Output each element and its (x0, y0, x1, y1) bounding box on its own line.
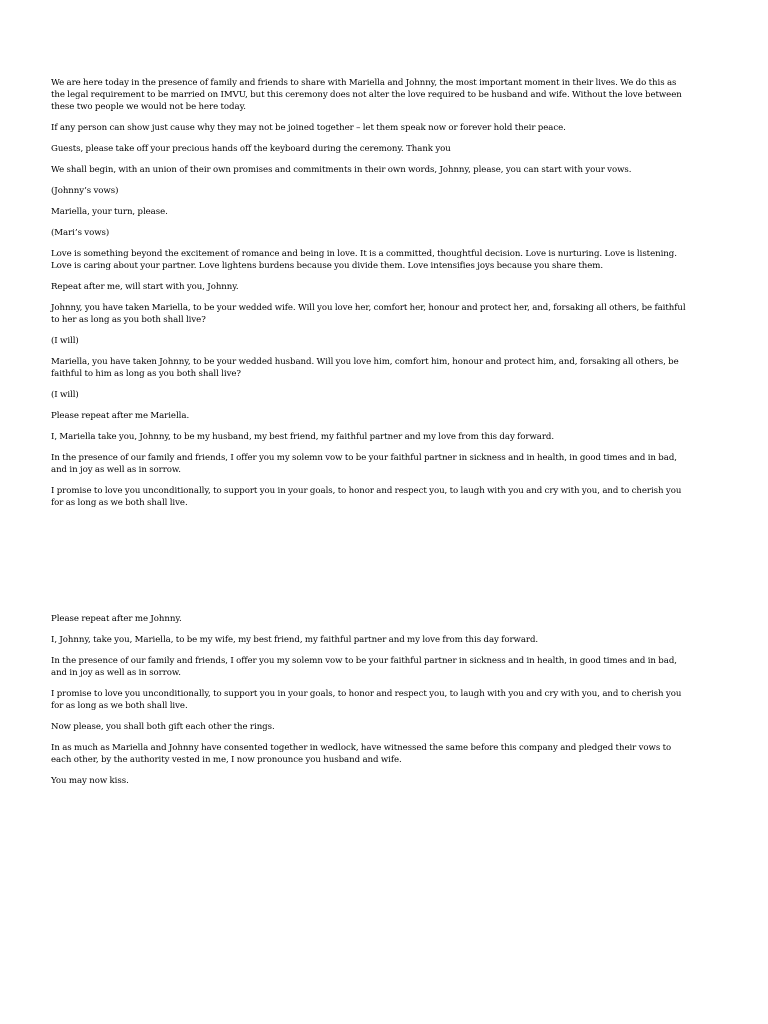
paragraph: Guests, please take off your precious hands off the keyboard during the ceremony. Thank you (51, 144, 451, 154)
paragraph: (Mari’s vows) (51, 228, 110, 238)
paragraph: We shall begin, with an union of their own promises and commitments in their own words, Johnny, please, you can start with your vows. (51, 165, 632, 175)
paragraph: Repeat after me, will start with you, Johnny. (51, 282, 239, 292)
paragraph: Mariella, your turn, please. (51, 207, 168, 217)
paragraph: Johnny, you have taken Mariella, to be your wedded wife. Will you love her, comfort her, honour and protect her, and, forsaking all others, be faithful to her as long as you both shall live? (51, 303, 686, 325)
paragraph: You may now kiss. (51, 776, 129, 786)
paragraph: In as much as Mariella and Johnny have consented together in wedlock, have witnessed the same before this company and pledged their vows to each other, by the authority vested in me, I now pronounce you husband and wife. (51, 743, 672, 765)
paragraph: If any person can show just cause why they may not be joined together – let them speak now or forever hold their peace. (51, 123, 566, 133)
paragraph: We are here today in the presence of family and friends to share with Mariella and Johnny, the most important moment in their lives. We do this as the legal requirement to be married on IMVU, but this ceremony does not alter the love required to be husband and wife. Without the love between these two people we would not be here today. (51, 78, 682, 112)
paragraph: Please repeat after me Johnny. (51, 614, 182, 624)
paragraph: Please repeat after me Mariella. (51, 411, 190, 421)
paragraph: Mariella, you have taken Johnny, to be your wedded husband. Will you love him, comfort him, honour and protect him, and, forsaking all others, be faithful to him as long as you both shall live? (51, 357, 679, 379)
blank-gap (51, 518, 691, 613)
ceremony-part-two (51, 613, 691, 787)
paragraph: In the presence of our family and friends, I offer you my solemn vow to be your faithful partner in sickness and in health, in good times and in bad, and in joy as well as in sorrow. (51, 453, 677, 475)
paragraph: (I will) (51, 390, 79, 400)
paragraph: I promise to love you unconditionally, to support you in your goals, to honor and respect you, to laugh with you and cry with you, and to cherish you for as long as we both shall live. (51, 486, 682, 508)
paragraph: I promise to love you unconditionally, to support you in your goals, to honor and respect you, to laugh with you and cry with you, and to cherish you for as long as we both shall live. (51, 689, 682, 711)
paragraph: Now please, you shall both gift each other the rings. (51, 722, 275, 732)
paragraph: Love is something beyond the excitement of romance and being in love. It is a committed, thoughtful decision. Love is nurturing. Love is listening. Love is caring about your partner. Love lightens burdens because you divide them. Love intensifies joys because you share them. (51, 249, 677, 271)
paragraph: I, Mariella take you, Johnny, to be my husband, my best friend, my faithful partner and my love from this day forward. (51, 432, 555, 442)
paragraph: I, Johnny, take you, Mariella, to be my wife, my best friend, my faithful partner and my love from this day forward. (51, 635, 539, 645)
paragraph: (I will) (51, 336, 79, 346)
paragraph: (Johnny’s vows) (51, 186, 119, 196)
document-body (51, 77, 691, 796)
ceremony-part-one (51, 77, 691, 509)
paragraph: In the presence of our family and friends, I offer you my solemn vow to be your faithful partner in sickness and in health, in good times and in bad, and in joy as well as in sorrow. (51, 656, 677, 678)
